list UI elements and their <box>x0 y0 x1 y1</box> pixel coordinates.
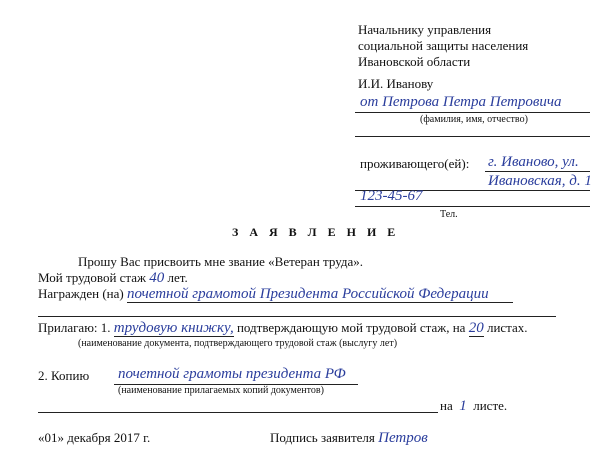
phone-underline <box>355 206 590 207</box>
attach-item-2-value: почетной грамоты президента РФ <box>118 366 346 382</box>
residence-label: проживающего(ей): <box>360 156 470 171</box>
blank-underline <box>38 316 556 317</box>
phone-value: 123-45-67 <box>360 188 423 204</box>
attach-item-1 <box>38 320 528 337</box>
document-date: «01» декабря 2017 г. <box>38 430 151 445</box>
from-underline <box>355 112 590 113</box>
from-extra-underline <box>355 136 590 137</box>
addressee-line-1: Начальнику управления <box>358 22 492 37</box>
from-caption: (фамилия, имя, отчество) <box>420 114 528 125</box>
attach-item-2-prefix: 2. Копию <box>38 368 90 383</box>
award-value: почетной грамотой Президента Российской Федерации <box>127 286 513 303</box>
attach-item-2-caption: (наименование прилагаемых копий документов) <box>118 385 324 396</box>
phone-label: Тел. <box>440 209 458 220</box>
residence-value-line-2: Ивановская, д. 1 <box>488 173 592 189</box>
award-line <box>38 286 513 303</box>
stazh-line <box>38 270 188 286</box>
attach-item-1-mid: подтверждающую мой трудовой стаж, на <box>236 320 466 335</box>
residence-value-line-1: г. Иваново, ул. <box>488 154 579 170</box>
stazh-prefix: Мой трудовой стаж <box>38 270 147 285</box>
signature-value: Петров <box>378 430 428 446</box>
attach-item-2-count-line <box>440 398 507 414</box>
signature-line <box>270 430 428 446</box>
attach-item-2-blank-underline <box>38 412 438 413</box>
residence-underline-1 <box>485 171 590 172</box>
stazh-value: 40 <box>149 270 165 286</box>
request-text: Прошу Вас присвоить мне звание «Ветеран труда». <box>78 254 364 269</box>
attach-item-2-count: 1 <box>459 398 467 414</box>
stazh-suffix: лет. <box>167 270 188 285</box>
attach-prefix: Прилагаю: 1. <box>38 320 111 335</box>
addressee-line-2: социальной защиты населения <box>358 38 529 53</box>
attach-item-1-suffix: листах. <box>486 320 528 335</box>
addressee-line-3: Ивановской области <box>358 54 471 69</box>
award-prefix: Награжден (на) <box>38 286 124 301</box>
signature-label: Подпись заявителя <box>270 430 375 445</box>
attach-item-1-caption: (наименование документа, подтверждающего трудовой стаж (выслугу лет) <box>78 338 398 349</box>
attach-item-1-value: трудовую книжку, <box>113 320 234 336</box>
document-title: З А Я В Л Е Н И Е <box>232 225 400 239</box>
from-value: от Петрова Петра Петровича <box>360 94 562 110</box>
attach-item-1-count: 20 <box>468 320 484 336</box>
addressee-name: И.И. Иванову <box>358 76 434 91</box>
attach-item-2-on: на <box>440 398 453 413</box>
attach-item-2-suffix: листе. <box>473 398 508 413</box>
